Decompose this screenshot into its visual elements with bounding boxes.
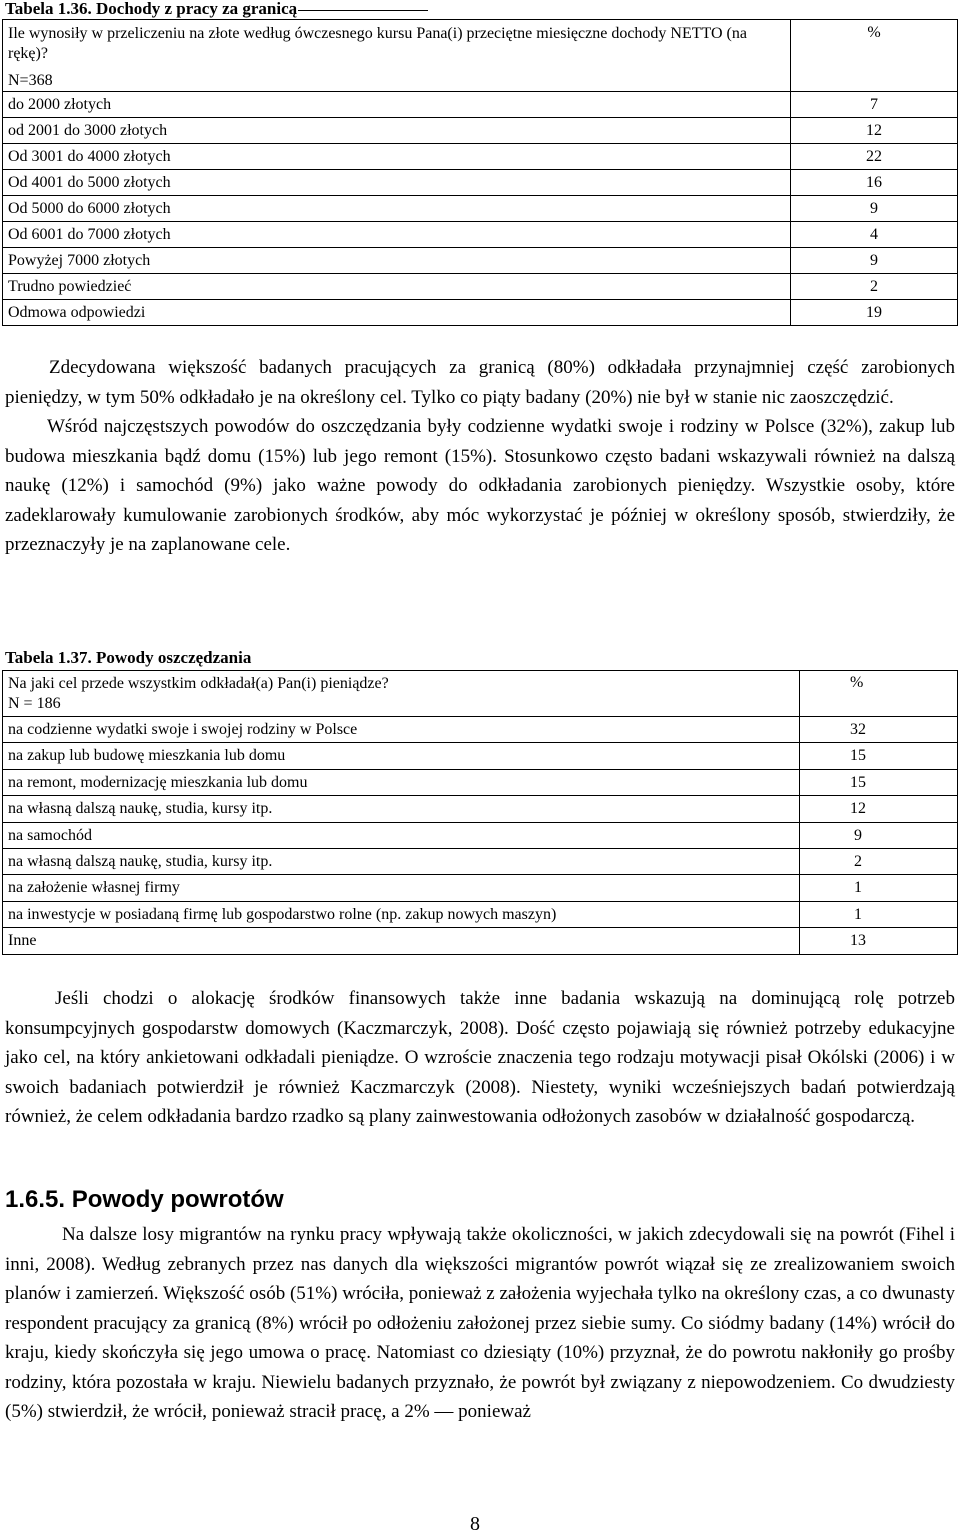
table-question-cell: [3, 20, 791, 92]
table-row: [3, 875, 958, 901]
table-question-cell: [3, 671, 800, 717]
row-value: 15: [800, 769, 958, 795]
table-row: [3, 717, 958, 743]
paragraph: Na dalsze losy migrantów na rynku pracy wpływają także okoliczności, w jakich zdecydowali się na powrót (Fihel i inni, 2008). Według zebranych przez nas danych dla większości migrantów powrót wiązał się ze zrealizowaniem swoich planów i zamierzeń. Większość osób (51%) wróciła, ponieważ z założenia wyjechała tylko na określony czas, a co dwunasty respondent pracujący za granicą (8%) wrócił po odłożeniu założonej przez siebie sumy. Co siódmy badany (14%) wrócił do kraju, kiedy skończyła się jego umowa o pracę. Natomiast co dziesiąty (10%) przyznał, że do powrotu nakłoniły go prośby rodziny, która pozostała w kraju. Niewielu badanych przyznało, że powrót był związany z niepowodzeniem. Co dwudziesty (5%) stwierdził, że wrócił, ponieważ stracił pracę, a 2% — ponieważ: [5, 1224, 955, 1422]
row-label: na remont, modernizację mieszkania lub domu: [3, 769, 800, 795]
pct-header-cell: [800, 671, 958, 717]
row-value: 16: [791, 170, 958, 196]
table-row: [3, 743, 958, 769]
row-label: na własną dalszą naukę, studia, kursy itp.: [3, 848, 800, 874]
row-label: Powyżej 7000 złotych: [3, 248, 791, 274]
row-label: Od 3001 do 4000 złotych: [3, 144, 791, 170]
table-row: [3, 300, 958, 326]
table-question: Ile wynosiły w przeliczeniu na złote według ówczesnego kursu Pana(i) przeciętne miesięczne dochody NETTO (na rękę)?: [8, 25, 747, 62]
pct-header: %: [850, 674, 864, 691]
table-136-caption: [5, 0, 428, 19]
row-value: 13: [800, 928, 958, 954]
table-137-caption-text: Tabela 1.37. Powody oszczędzania: [5, 648, 252, 667]
income-table: [2, 19, 958, 326]
paragraph: Jeśli chodzi o alokację środków finansowych także inne badania wskazują na dominującą rolę potrzeb konsumpcyjnych gospodarstw domowych (Kaczmarczyk, 2008). Dość często pojawiają się również potrzeby edukacyjne jako cel, na który ankietowani odkładali pieniądze. O wzroście znaczenia tego rodzaju motywacji pisał Okólski (2006) i w swoich badaniach potwierdził je również Kaczmarczyk (2008). Niestety, wyniki wcześniejszych badań potwierdzają również, że celem odkładania bardzo rzadko są plany zainwestowania odłożonych zasobów w działalność gospodarczą.: [5, 988, 955, 1127]
row-label: Od 6001 do 7000 złotych: [3, 222, 791, 248]
row-label: na inwestycje w posiadaną firmę lub gospodarstwo rolne (np. zakup nowych maszyn): [3, 901, 800, 927]
row-value: 19: [791, 300, 958, 326]
table-row: [3, 248, 958, 274]
table-136-caption-text: Tabela 1.36. Dochody z pracy za granicą: [5, 0, 298, 18]
row-value: 2: [800, 848, 958, 874]
row-label: na założenie własnej firmy: [3, 875, 800, 901]
table-row: [3, 769, 958, 795]
row-value: 32: [800, 717, 958, 743]
table-row: [3, 92, 958, 118]
savings-reasons-table: [2, 670, 958, 955]
table-sample-size: N=368: [8, 72, 53, 89]
table-row: [3, 196, 958, 222]
row-value: 1: [800, 901, 958, 927]
row-label: do 2000 złotych: [3, 92, 791, 118]
row-value: 9: [791, 196, 958, 222]
row-label: od 2001 do 3000 złotych: [3, 118, 791, 144]
table-header-row: [3, 671, 958, 717]
page-number: 8: [470, 1513, 480, 1535]
body-paragraph-2: [5, 984, 955, 1132]
table-row: [3, 848, 958, 874]
table-137-caption: [5, 648, 251, 668]
body-paragraph-3: [5, 1220, 955, 1427]
row-value: 9: [800, 822, 958, 848]
row-label: na samochód: [3, 822, 800, 848]
row-value: 22: [791, 144, 958, 170]
row-value: 12: [791, 118, 958, 144]
caption-rule: [298, 10, 428, 11]
row-label: na zakup lub budowę mieszkania lub domu: [3, 743, 800, 769]
row-label: na codzienne wydatki swoje i swojej rodziny w Polsce: [3, 717, 800, 743]
table-row: [3, 901, 958, 927]
table-row: [3, 928, 958, 954]
table-row: [3, 796, 958, 822]
row-value: 15: [800, 743, 958, 769]
pct-header: %: [867, 24, 881, 41]
row-value: 4: [791, 222, 958, 248]
paragraph: Wśród najczęstszych powodów do oszczędzania były codzienne wydatki swoje i rodziny w Polsce (32%), zakup lub budowa mieszkania bądź domu (15%) lub jego remont (15%). Stosunkowo często badani wskazywali również na dalszą naukę (12%) i samochód (9%) jako ważne powody do odkładania zarobionych pieniędzy. Wszystkie osoby, które zadeklarowały kumulowanie zarobionych środków, aby móc wykorzystać je później w określony sposób, stwierdziły, że przeznaczyły je na zaplanowane cele.: [5, 416, 955, 555]
table-header-row: [3, 20, 958, 92]
row-label: Od 5000 do 6000 złotych: [3, 196, 791, 222]
row-value: 9: [791, 248, 958, 274]
paragraph: Zdecydowana większość badanych pracujących za granicą (80%) odkładała przynajmniej część zarobionych pieniędzy, w tym 50% odkładało je na określony cel. Tylko co piąty badany (20%) nie był w stanie nic zaoszczędzić.: [5, 357, 955, 408]
table-row: [3, 274, 958, 300]
row-value: 12: [800, 796, 958, 822]
table-row: [3, 222, 958, 248]
row-value: 2: [791, 274, 958, 300]
table-row: [3, 170, 958, 196]
row-value: 1: [800, 875, 958, 901]
section-heading: 1.6.5. Powody powrotów: [5, 1186, 284, 1213]
row-label: Inne: [3, 928, 800, 954]
row-label: Trudno powiedzieć: [3, 274, 791, 300]
table-row: [3, 822, 958, 848]
table-row: [3, 144, 958, 170]
table-question: Na jaki cel przede wszystkim odkładał(a) Pan(i) pieniądze?: [8, 675, 389, 692]
row-value: 7: [791, 92, 958, 118]
table-row: [3, 118, 958, 144]
row-label: Od 4001 do 5000 złotych: [3, 170, 791, 196]
row-label: Odmowa odpowiedzi: [3, 300, 791, 326]
body-paragraphs-1: [5, 353, 955, 560]
table-sample-size: N = 186: [8, 695, 61, 712]
pct-header-cell: [791, 20, 958, 92]
row-label: na własną dalszą naukę, studia, kursy itp.: [3, 796, 800, 822]
